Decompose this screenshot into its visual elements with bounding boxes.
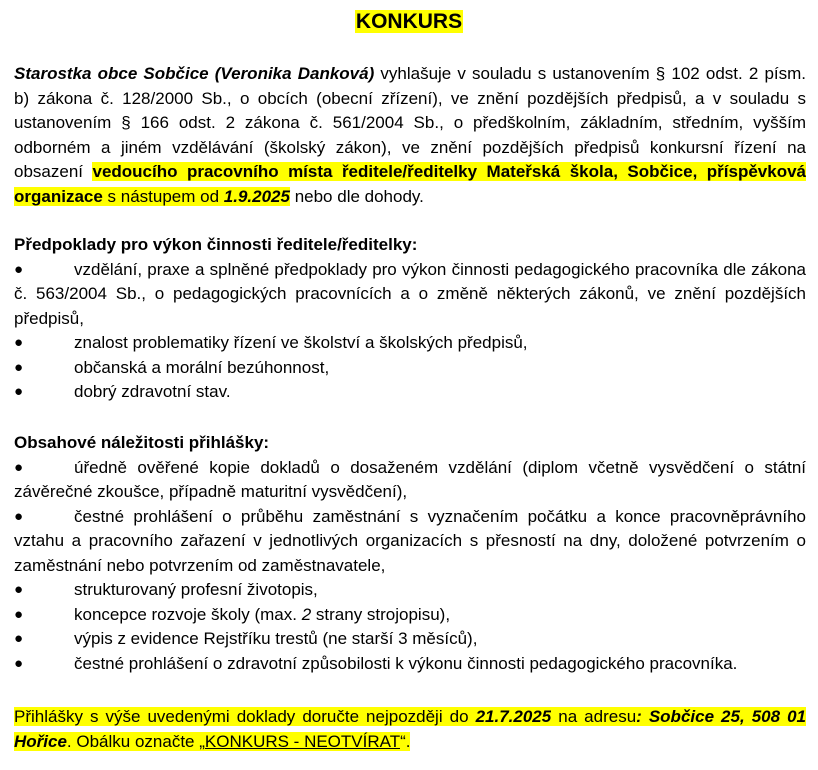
deadline-date: 21.7.2025 bbox=[475, 707, 552, 726]
bullet-icon: ● bbox=[14, 358, 24, 376]
list-item: ● dobrý zdravotní stav. bbox=[14, 380, 806, 405]
list-item: ● vzdělání, praxe a splněné předpoklady pro výkon činnosti pedagogického pracovníka dle zákona č. 563/2004 Sb., o pedagogických pracovnících a o změně některých zákonů, ve znění pozdějších předpisů, bbox=[14, 259, 806, 328]
list-item: ● úředně ověřené kopie dokladů o dosaženém vzdělání (diplom včetně vysvědčení o státní závěrečné zkoušce, případně maturitní vysvědčení), bbox=[14, 457, 806, 501]
bullet-icon: ● bbox=[14, 605, 24, 623]
list-item: ● strukturovaný profesní životopis, bbox=[14, 578, 806, 603]
footer-text-4: “. bbox=[400, 731, 411, 751]
application-heading: Obsahové náležitosti přihlášky: bbox=[14, 433, 270, 452]
intro-text-2: s nástupem od bbox=[102, 186, 224, 206]
list-item: ● občanská a morální bezúhonnost, bbox=[14, 356, 806, 381]
bullet-icon: ● bbox=[14, 630, 24, 647]
bullet-icon: ● bbox=[14, 260, 24, 278]
footer-paragraph bbox=[14, 705, 806, 754]
application-section bbox=[14, 431, 806, 676]
bullet-icon: ● bbox=[14, 334, 24, 351]
bullet-icon: ● bbox=[14, 581, 24, 598]
footer-text-1: Přihlášky s výše uvedenými doklady doručte nejpozději do bbox=[14, 707, 476, 726]
requirements-section bbox=[14, 233, 806, 405]
requirements-list bbox=[14, 258, 806, 405]
start-date: 1.9.2025 bbox=[223, 186, 290, 206]
list-item: ● čestné prohlášení o průběhu zaměstnání s vyznačením počátku a konce pracovněprávního vztahu a pracovního zařazení v jednotlivých organizacích s přesností na dny, doložené potvrzením o zaměstnání nebo potvrzením od zaměstnavatele, bbox=[14, 506, 806, 575]
document-title: KONKURS bbox=[355, 10, 463, 33]
bullet-icon: ● bbox=[14, 458, 24, 476]
bullet-icon: ● bbox=[14, 507, 24, 525]
list-item: ● koncepce rozvoje školy (max. 2 strany strojopisu), bbox=[14, 603, 806, 628]
requirements-heading: Předpoklady pro výkon činnosti ředitele/ředitelky: bbox=[14, 235, 418, 254]
list-item: ● znalost problematiky řízení ve školství a školských předpisů, bbox=[14, 331, 806, 356]
bullet-icon: ● bbox=[14, 654, 24, 672]
announcer: Starostka obce Sobčice (Veronika Danková) bbox=[14, 64, 375, 83]
list-item: ● výpis z evidence Rejstříku trestů (ne starší 3 měsíců), bbox=[14, 627, 806, 652]
envelope-label: KONKURS - NEOTVÍRAT bbox=[204, 731, 401, 751]
intro-text-1: vyhlašuje v souladu s ustanovením § 102 odst. 2 písm. b) zákona č. 128/2000 Sb., o obcích (obecní zřízení), ve znění pozdějších předpisů, a v souladu s ustanovením § 166 odst. 2 zákona č. 561/2004 Sb., o předškolním, základním, středním, vyšším odborném a jiném vzdělávání (školský zákon), ve znění pozdějších předpisů konkursní řízení na obsazení bbox=[14, 64, 807, 181]
intro-paragraph bbox=[14, 62, 806, 209]
application-list bbox=[14, 456, 806, 677]
bullet-icon: ● bbox=[14, 383, 24, 400]
footer-text-3: . Obálku označte „ bbox=[66, 731, 205, 751]
list-item: ● čestné prohlášení o zdravotní způsobilosti k výkonu činnosti pedagogického pracovníka. bbox=[14, 652, 806, 677]
footer-text-2: na adresu bbox=[551, 707, 637, 726]
submission-address: : Sobčice 25, 508 01 Hořice bbox=[14, 707, 807, 751]
position-name: vedoucího pracovního místa ředitele/ředitelky Mateřská škola, Sobčice, příspěvková organizace bbox=[14, 162, 806, 206]
intro-text-3: nebo dle dohody. bbox=[289, 186, 424, 206]
